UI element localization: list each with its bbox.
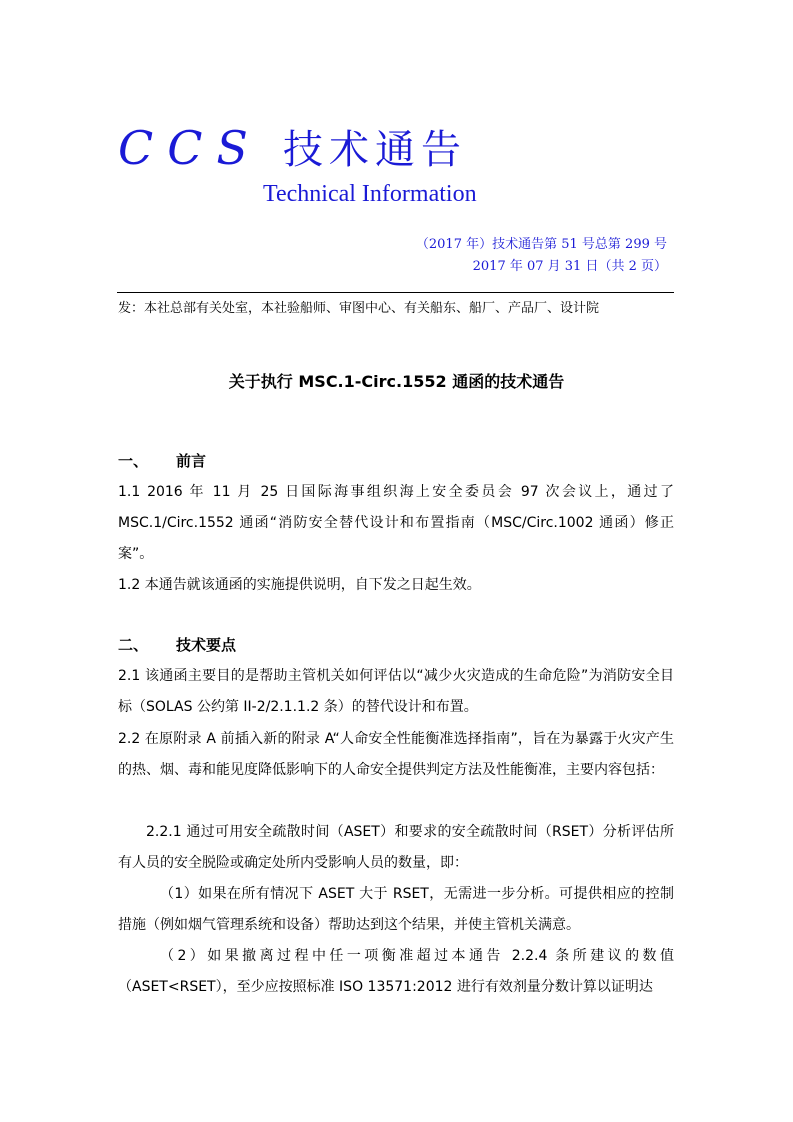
- section-number: 一、: [118, 452, 149, 470]
- section-heading: [118, 449, 206, 473]
- section-title: 技术要点: [176, 636, 237, 654]
- notice-date: 2017 年 07 月 31 日（共 2 页）: [472, 259, 667, 274]
- paragraph-2-1: 2.1 该通函主要目的是帮助主管机关如何评估以“减少火灾造成的生命危险”为消防安全目标（SOLAS 公约第 II-2/2.1.1.2 条）的替代设计和布置。: [118, 668, 674, 715]
- notice-number: （2017 年）技术通告第 51 号总第 299 号: [415, 237, 667, 252]
- paragraph-2-2-1: 2.2.1 通过可用安全疏散时间（ASET）和要求的安全疏散时间（RSET）分析评估所有人员的安全脱险或确定处所内受影响人员的数量，即：: [118, 824, 674, 871]
- section-title: 前言: [176, 452, 207, 470]
- technical-information-cn-title: 技术通告: [283, 127, 467, 173]
- header-divider: [117, 292, 674, 293]
- ccs-logo-text: CCS: [118, 121, 262, 175]
- paragraph-2-2: 2.2 在原附录 A 前插入新的附录 A“人命安全性能衡准选择指南”，旨在为暴露于火灾产生的热、烟、毒和能见度降低影响下的人命安全提供判定方法及性能衡准，主要内容包括：: [118, 731, 674, 778]
- section-heading: [118, 633, 236, 657]
- distribution-list: 发：本社总部有关处室，本社验船师、审图中心、有关船东、船厂、产品厂、设计院: [118, 301, 600, 316]
- paragraph-2-2-1-item-2: （2）如果撤离过程中任一项衡准超过本通告 2.2.4 条所建议的数值（ASET<RSET），至少应按照标准 ISO 13571:2012 进行有效剂量分数计算以证明达: [118, 948, 674, 995]
- document-title: 关于执行 MSC.1-Circ.1552 通函的技术通告: [228, 372, 565, 391]
- technical-information-en-title: Technical Information: [263, 181, 477, 207]
- paragraph-1-1: 1.1 2016 年 11 月 25 日国际海事组织海上安全委员会 97 次会议上，通过了 MSC.1/Circ.1552 通函“消防安全替代设计和布置指南（MSC/Circ.1002 通函）修正案”。: [118, 484, 674, 562]
- section-number: 二、: [118, 636, 149, 654]
- paragraph-2-2-1-item-1: （1）如果在所有情况下 ASET 大于 RSET，无需进一步分析。可提供相应的控制措施（例如烟气管理系统和设备）帮助达到这个结果，并使主管机关满意。: [118, 886, 674, 933]
- paragraph-1-2: 1.2 本通告就该通函的实施提供说明，自下发之日起生效。: [118, 577, 481, 593]
